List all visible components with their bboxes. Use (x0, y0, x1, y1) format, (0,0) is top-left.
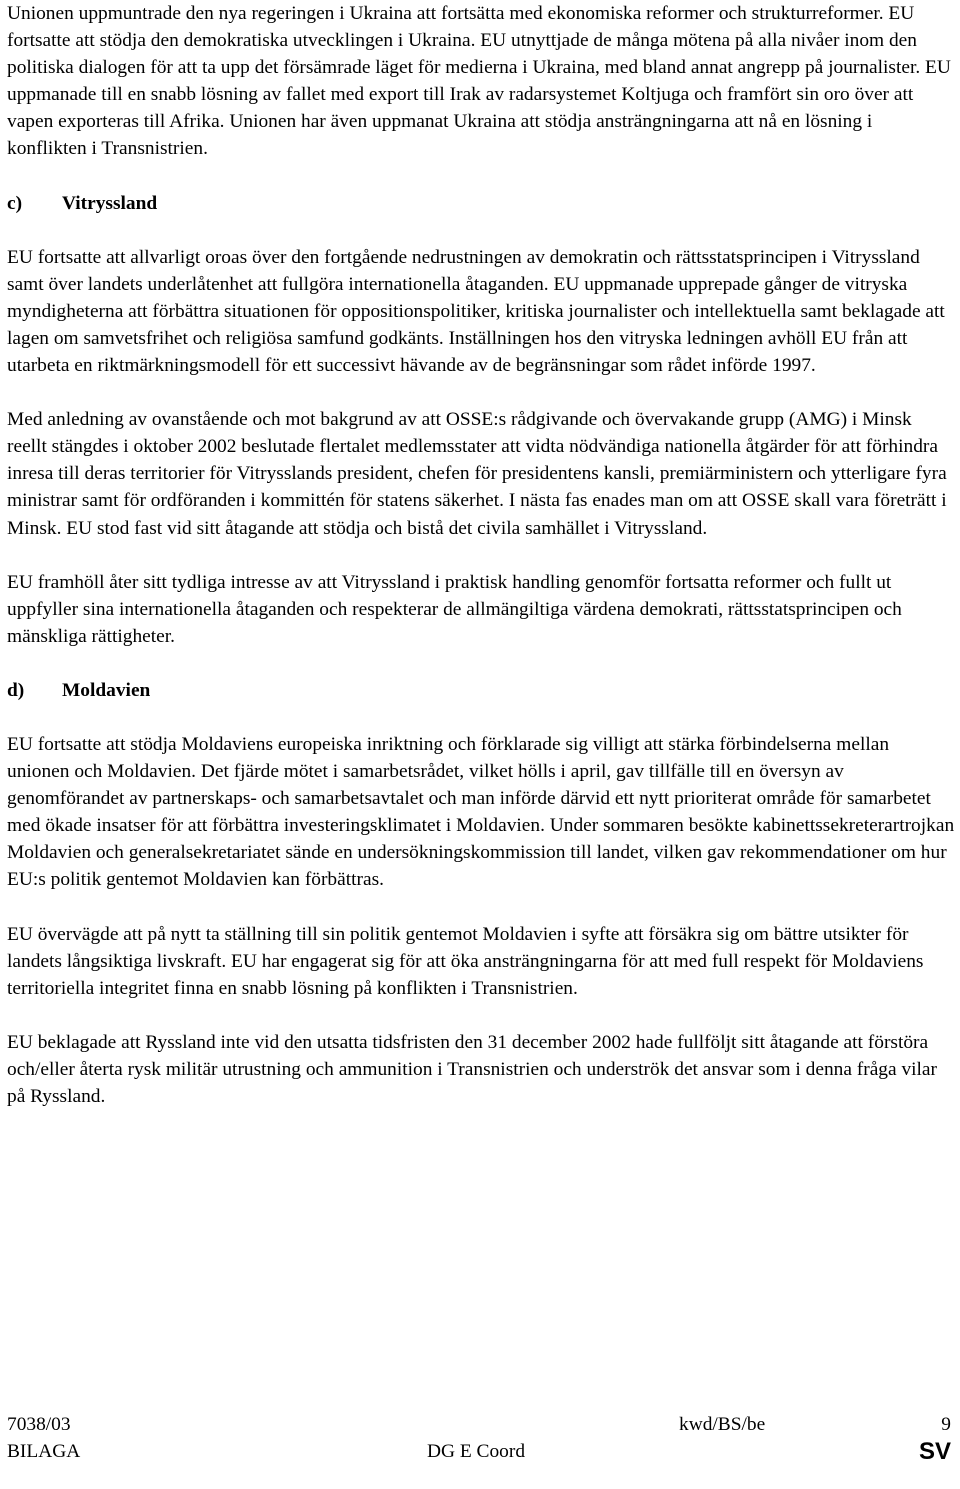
paragraph: EU fortsatte att allvarligt oroas över den fortgående nedrustningen av demokratin och rättsstatsprincipen i Vitryssland samt över landets underlåtenhet att fullgöra internationella åtaganden. EU uppmanade upprepade gånger de vitryska myndigheterna att förbättra situationen för oppositionspolitiker, kritiska journalister och intellektuella samt beklagade att lagen om samvetsfrihet och religiösa samfund godkänts. Inställningen hos den vitryska ledningen avhöll EU från att utarbeta en riktmärkningsmodell för ett successivt hävande av de begränsningar som rådet införde 1997. (7, 246, 945, 377)
language-code: SV (918, 1438, 951, 1465)
reference-code: kwd/BS/be (679, 1414, 766, 1435)
paragraph: EU framhöll åter sitt tydliga intresse av att Vitryssland i praktisk handling genomför fortsatta reformer och fullt ut uppfyller sina internationella åtaganden och respekterar de allmängiltiga värdena demokrati, rättsstatsprincipen och mänskliga rättigheter. (7, 571, 902, 647)
section-title: Vitryssland (62, 192, 158, 214)
section-heading-moldavien (7, 677, 955, 704)
document-body (7, 0, 955, 1110)
paragraph: EU beklagade att Ryssland inte vid den utsatta tidsfristen den 31 december 2002 hade fullföljt sitt åtagande att förstöra och/eller återta rysk militär utrustning och ammunition i Transnistrien och underströk det ansvar som i denna fråga vilar på Ryssland. (7, 1031, 937, 1107)
paragraph: EU övervägde att på nytt ta ställning till sin politik gentemot Moldavien i syfte att försäkra sig om bättre utsikter för landets långsiktiga livskraft. EU har engagerat sig för att öka ansträngningarna för att med full respekt för Moldaviens territoriella integritet finna en snabb lösning på konflikten i Transnistrien. (7, 923, 924, 999)
directorate-label: DG E Coord (427, 1441, 526, 1462)
page-number: 9 (941, 1414, 951, 1435)
document-number: 7038/03 (7, 1414, 71, 1435)
paragraph: EU fortsatte att stödja Moldaviens europeiska inriktning och förklarade sig villigt att stärka förbindelserna mellan unionen och Moldavien. Det fjärde mötet i samarbetsrådet, vilket hölls i april, gav tillfälle till en översyn av genomförandet av partnerskaps- och samarbetsavtalet och man införde därvid ett nytt prioriterat område för samarbetet med ökade insatser för att förbättra investeringsklimatet i Moldavien. Under sommaren besökte kabinettssekreterartrojkan Moldavien och generalsekretariatet sände en undersökningskommission till landet, vilken gav rekommendationer om hur EU:s politik gentemot Moldavien kan förbättras. (7, 733, 955, 891)
page-footer (7, 1411, 955, 1465)
annex-label: BILAGA (7, 1441, 81, 1462)
section-heading-vitryssland (7, 190, 955, 217)
section-number: c) (7, 192, 23, 214)
section-title: Moldavien (62, 679, 151, 701)
paragraph-ukraina: Unionen uppmuntrade den nya regeringen i Ukraina att fortsätta med ekonomiska reformer och strukturreformer. EU fortsatte att stödja den demokratiska utvecklingen i Ukraina. EU utnyttjade de många mötena på alla nivåer inom den politiska dialogen för att ta upp det försämrade läget för medierna i Ukraina, med bland annat angrepp på journalister. EU uppmanade till en snabb lösning av fallet med export till Irak av radarsystemet Koltjuga och framfört sin oro över att vapen exporteras till Afrika. Unionen har även uppmanat Ukraina att stödja ansträngningarna att nå en lösning i konflikten i Transnistrien. (7, 3, 951, 160)
paragraph: Med anledning av ovanstående och mot bakgrund av att OSSE:s rådgivande och övervakande grupp (AMG) i Minsk reellt stängdes i oktober 2002 beslutade flertalet medlemsstater att vidta nödvändiga nationella åtgärder för att förhindra inresa till deras territorier för Vitrysslands president, chefen för presidentens kansli, premiärministern och ytterligare fyra ministrar samt för ordföranden i kommittén för statens säkerhet. I nästa fas enades man om att OSSE skall vara företrätt i Minsk. EU stod fast vid sitt åtagande att stödja och bistå det civila samhället i Vitryssland. (7, 409, 947, 539)
section-number: d) (7, 679, 25, 701)
